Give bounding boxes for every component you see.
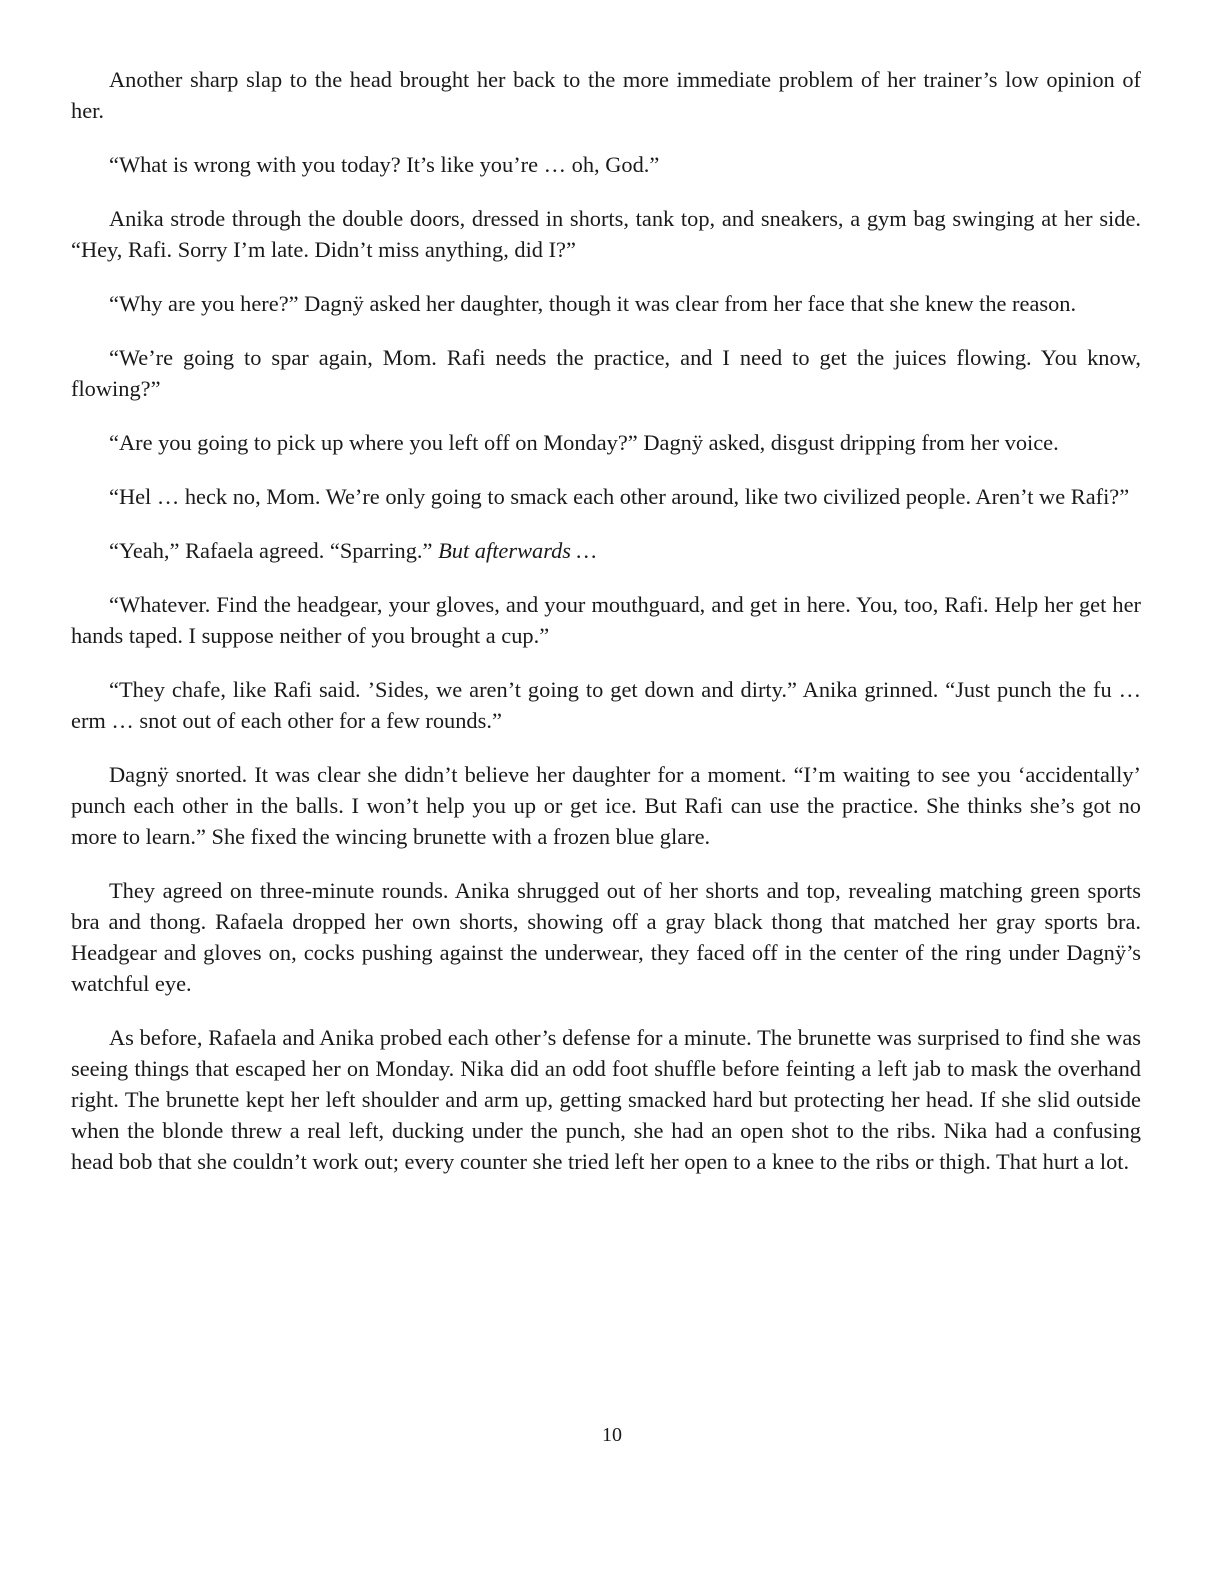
paragraph-1: Another sharp slap to the head brought her back to the more immediate problem of her trainer’s low opinion of her. xyxy=(71,67,1141,123)
paragraph-9: “Whatever. Find the headgear, your gloves, and your mouthguard, and get in here. You, too, Rafi. Help her get her hands taped. I suppose neither of you brought a cup.” xyxy=(71,592,1141,648)
paragraph-8: “Yeah,” Rafaela agreed. “Sparring.” But afterwards … xyxy=(109,538,597,563)
italic-thought: But afterwards … xyxy=(438,538,597,563)
page-body xyxy=(71,64,1141,1200)
paragraph-5: “We’re going to spar again, Mom. Rafi needs the practice, and I need to get the juices flowing. You know, flowing?” xyxy=(71,345,1141,401)
paragraph-7: “Hel … heck no, Mom. We’re only going to smack each other around, like two civilized people. Aren’t we Rafi?” xyxy=(109,484,1130,509)
paragraph-4: “Why are you here?” Dagnÿ asked her daughter, though it was clear from her face that she knew the reason. xyxy=(109,291,1077,316)
paragraph-11: Dagnÿ snorted. It was clear she didn’t believe her daughter for a moment. “I’m waiting to see you ‘accidentally’ punch each other in the balls. I won’t help you up or get ice. But Rafi can use the practice. She thinks she’s got no more to learn.” She fixed the wincing brunette with a frozen blue glare. xyxy=(71,762,1141,849)
paragraph-2: “What is wrong with you today? It’s like you’re … oh, God.” xyxy=(109,152,660,177)
paragraph-10: “They chafe, like Rafi said. ’Sides, we aren’t going to get down and dirty.” Anika grinned. “Just punch the fu … erm … snot out of each other for a few rounds.” xyxy=(71,677,1141,733)
paragraph-3: Anika strode through the double doors, dressed in shorts, tank top, and sneakers, a gym bag swinging at her side. “Hey, Rafi. Sorry I’m late. Didn’t miss anything, did I?” xyxy=(71,206,1141,262)
paragraph-12: They agreed on three-minute rounds. Anika shrugged out of her shorts and top, revealing matching green sports bra and thong. Rafaela dropped her own shorts, showing off a gray black thong that matched her gray sports bra. Headgear and gloves on, cocks pushing against the underwear, they faced off in the center of the ring under Dagnÿ’s watchful eye. xyxy=(71,878,1141,996)
paragraph-13: As before, Rafaela and Anika probed each other’s defense for a minute. The brunette was surprised to find she was seeing things that escaped her on Monday. Nika did an odd foot shuffle before feinting a left jab to mask the overhand right. The brunette kept her left shoulder and arm up, getting smacked hard but protecting her head. If she slid outside when the blonde threw a real left, ducking under the punch, she had an open shot to the ribs. Nika had a confusing head bob that she couldn’t work out; every counter she tried left her open to a knee to the ribs or thigh. That hurt a lot. xyxy=(71,1025,1141,1174)
page-number: 10 xyxy=(602,1424,622,1446)
paragraph-6: “Are you going to pick up where you left off on Monday?” Dagnÿ asked, disgust dripping from her voice. xyxy=(109,430,1059,455)
